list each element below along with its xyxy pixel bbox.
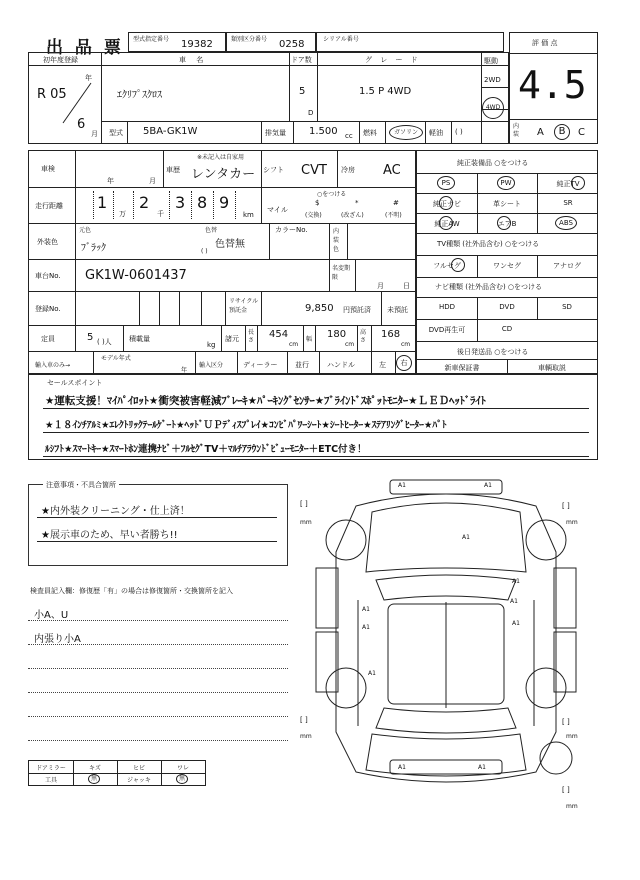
- length-label: 長さ: [248, 329, 255, 344]
- score-label: 評 価 点: [532, 39, 558, 47]
- mileage-label: 走行距離: [35, 202, 63, 210]
- dvd-playback: DVD再生可: [428, 326, 466, 334]
- height-unit: cm: [401, 341, 411, 348]
- displacement: 1.500: [309, 126, 338, 137]
- missing-header-scratch: キズ: [89, 765, 101, 772]
- damage-mark-right-door: A1: [512, 620, 520, 627]
- hash-mark: #: [393, 199, 399, 207]
- damage-mark-front-right-fender: A1: [512, 578, 520, 585]
- import-div-label: 輸入区分: [199, 362, 224, 369]
- equip-pw: PW: [497, 176, 515, 190]
- height-value: 168: [381, 329, 401, 340]
- drive-4wd: 4WD: [482, 97, 504, 119]
- missing-jack-value: 無: [176, 774, 188, 784]
- spare-wheel: [540, 742, 572, 774]
- tamper-label: (改ざん): [341, 212, 364, 219]
- grade-value: 1.5 P 4WD: [359, 86, 412, 97]
- inspector-label: 検査員記入欄：修復歴「有」の場合は修復箇所・交換箇所を記入: [30, 587, 233, 595]
- sales-line-2: ★１８ｲﾝﾁｱﾙﾐ★ｴﾚｸﾄﾘｯｸﾃｰﾙｹﾞｰﾄ★ﾍｯﾄﾞＵＰﾃﾞｨｽﾌﾟﾚｲ★ｺﾝﾋﾞﾊﾟﾜｰｼｰﾄ★ｼｰﾄﾋｰﾀｰ★ｽﾃｱﾘﾝｸﾞﾋｰﾀｰ★ﾊﾟﾄ: [45, 420, 447, 431]
- missing-header-break: ワレ: [176, 765, 189, 772]
- front-left-door: [316, 568, 338, 628]
- tv-analog: アナログ: [553, 262, 581, 270]
- steering-left: 左: [379, 361, 386, 369]
- dims-label: 諸元: [225, 335, 239, 343]
- inspector-line-1: 小A、U: [34, 610, 69, 621]
- doors-sub: D: [308, 109, 314, 117]
- mm-rear-right: mm: [566, 733, 578, 740]
- steering-label: ハンドル: [327, 361, 355, 369]
- grade-label: グ レ ー ド: [365, 56, 421, 64]
- length-unit: cm: [289, 341, 299, 348]
- drive-label: 駆動: [484, 57, 498, 65]
- cert-number-label: 型式指定番号: [133, 36, 170, 43]
- unknown-label: (不明): [385, 212, 402, 219]
- equip-sr: SR: [563, 199, 573, 207]
- equipment-title: 純正装備品 ○をつける: [457, 159, 529, 167]
- class-number: 0258: [279, 39, 305, 50]
- vehicle-name: ｴｸﾘﾌﾟｽｸﾛｽ: [117, 90, 162, 101]
- reg-year: R 05: [37, 87, 67, 102]
- equip-tv-circle: [571, 176, 585, 190]
- title-change-day: 日: [403, 282, 410, 290]
- title-change-label: 名変期限: [332, 265, 351, 281]
- import-parallel: 並行: [295, 361, 309, 369]
- first-reg-label: 初年度登録: [43, 56, 78, 64]
- equip-leather: 革シート: [493, 200, 521, 208]
- bracket-rear-left: [ ]: [300, 716, 308, 724]
- missing-parts-table: [28, 760, 206, 786]
- missing-jack: ジャッキ: [127, 777, 151, 784]
- shift-value: CVT: [301, 163, 327, 178]
- serial-number-label: シリアル番号: [323, 36, 359, 43]
- mileage-digit-5: 9: [219, 193, 230, 212]
- drive-2wd: 2WD: [484, 76, 501, 84]
- equip-airbag: エアB: [497, 220, 517, 228]
- reg-month-unit: 月: [91, 130, 98, 138]
- width-unit: cm: [345, 341, 355, 348]
- evaluation-score: 4.5: [518, 63, 587, 107]
- damage-mark-rear-bumper-left: A1: [398, 764, 406, 771]
- docs-title: 後日発送品 ○をつける: [457, 348, 529, 356]
- doors-label: ドア数: [291, 56, 312, 64]
- doors-value: 5: [299, 86, 306, 97]
- width-value: 180: [327, 329, 347, 340]
- interior-grade-a: A: [537, 127, 544, 138]
- fuel-diesel: 軽油: [429, 129, 443, 137]
- disp-label: 排気量: [265, 129, 286, 137]
- capacity-value: 5: [87, 332, 94, 343]
- nav-hdd: HDD: [438, 303, 456, 311]
- class-number-box: [226, 32, 316, 52]
- damage-mark-left-door: A1: [362, 624, 370, 631]
- hood-outline: [366, 503, 526, 572]
- chassis-label: 車台No.: [35, 272, 61, 280]
- serial-number-box: [316, 32, 504, 52]
- mm-front-left: mm: [300, 519, 312, 526]
- missing-header-crack: ヒビ: [132, 765, 145, 772]
- bracket-rear-right: [ ]: [562, 718, 570, 726]
- notes-label: 注意事項・不具合箇所: [43, 480, 119, 490]
- fuel-label: 燃料: [363, 129, 377, 137]
- equip-aw-circle: [439, 216, 453, 230]
- note-line-2: ★展示車のため、早い者勝ち!!: [41, 530, 178, 541]
- mileage-unit-man: 万: [119, 210, 126, 218]
- note-line-1: ★内外装クリーニング・仕上済！: [41, 506, 190, 517]
- disp-unit: cc: [345, 132, 353, 140]
- mileage-unit-sen: 千: [157, 210, 164, 218]
- capacity-unit: ( )人: [97, 338, 112, 346]
- tv-oneseg: ワンセグ: [493, 262, 521, 270]
- model-year-label: モデル年式: [101, 355, 131, 362]
- damage-mark-front-bumper-left: A1: [398, 482, 406, 489]
- vehicle-name-label: 車 名: [179, 56, 208, 64]
- specs-block: [28, 150, 416, 374]
- front-right-door: [554, 568, 576, 628]
- mm-spare: mm: [566, 803, 578, 810]
- color-code-label: 色替: [205, 227, 218, 234]
- damage-mark-rear-left: A1: [368, 670, 376, 677]
- equip-abs: ABS: [555, 216, 577, 230]
- chassis-number: GK1W-0601437: [85, 268, 187, 283]
- bracket-front-left: [ ]: [300, 500, 308, 508]
- color-no-label: カラーNo.: [275, 226, 308, 234]
- import-label: 輸入車のみ→: [35, 362, 71, 369]
- color-change: 色替無: [215, 239, 245, 250]
- mm-front-right: mm: [566, 519, 578, 526]
- usage-value: レンタカー: [191, 167, 256, 182]
- missing-tools-value: 無: [88, 774, 100, 784]
- equip-navi: 純正ナビ: [433, 200, 461, 208]
- color-label: 外装色: [37, 238, 58, 246]
- equip-aw: 純正AW: [434, 220, 460, 228]
- nav-sd: SD: [562, 303, 572, 311]
- load-unit: kg: [207, 341, 216, 349]
- star-mark: *: [355, 199, 359, 207]
- tv-fullseg: フルセグ: [433, 262, 461, 270]
- equipment-block: [416, 150, 598, 374]
- inspector-line-2: 内張り小A: [34, 634, 81, 645]
- missing-tools: 工具: [44, 777, 57, 784]
- windshield-outline: [376, 575, 516, 600]
- mileage-digit-3: 3: [175, 193, 186, 212]
- fuel-other: ( ): [455, 128, 463, 136]
- nav-cd: CD: [501, 325, 513, 333]
- fuel-gasoline: ガソリン: [389, 125, 423, 140]
- shift-label: シフト: [263, 166, 284, 174]
- rear-window-outline: [376, 708, 516, 733]
- exchange-label: (交換): [305, 212, 322, 219]
- import-dealer: ディーラー: [243, 361, 278, 369]
- equip-tv: 純正TV: [556, 180, 580, 188]
- recycle-amount: 9,850: [305, 303, 334, 314]
- steering-right: 右: [396, 355, 412, 371]
- reg-no-label: 登録No.: [35, 305, 61, 313]
- bracket-spare: [ ]: [562, 786, 570, 794]
- title-change-month: 月: [377, 282, 384, 290]
- ac-value: AC: [383, 163, 401, 178]
- bracket-front-right: [ ]: [562, 502, 570, 510]
- vehicle-block: [28, 52, 509, 144]
- cert-number: 19382: [181, 39, 213, 50]
- length-value: 454: [269, 329, 289, 340]
- mark-note: ○をつける: [317, 191, 347, 198]
- model-label: 型式: [109, 129, 123, 137]
- reg-year-unit: 年: [85, 74, 92, 82]
- cert-number-box: [128, 32, 226, 52]
- front-left-wheel: [326, 520, 366, 560]
- rear-right-wheel: [526, 668, 566, 708]
- equip-navi-circle: [439, 196, 453, 210]
- reg-month: 6: [77, 117, 86, 132]
- width-label: 幅: [306, 336, 313, 343]
- nav-type-title: ナビ種類 (社外品含む) ○をつける: [435, 283, 543, 291]
- equip-ps: PS: [437, 176, 455, 190]
- usage-note: ※未記入は自家用: [197, 154, 245, 161]
- model-year-unit: 年: [181, 367, 188, 374]
- mileage-digit-2: 2: [139, 193, 150, 212]
- damage-mark-left-pillar: A1: [362, 606, 370, 613]
- missing-header-mirror: ドアミラー: [36, 765, 66, 772]
- nav-dvd: DVD: [499, 303, 515, 311]
- interior-color-label: 内装色: [333, 228, 340, 253]
- sales-line-3: ﾙｼﾌﾄ★ｽﾏｰﾄｷｰ★ｽﾏｰﾄﾎﾝ連携ﾅﾋﾞ＋ﾌﾙｾｸﾞTV＋ﾏﾙﾁｱﾗｳﾝﾄﾞﾋﾞｭｰﾓﾆﾀｰ＋ETC付き！: [45, 444, 367, 455]
- damage-mark-front-bumper-right: A1: [484, 482, 492, 489]
- tv-type-title: TV種類 (社外品含む) ○をつける: [437, 240, 540, 248]
- color-value: ﾌﾞﾗｯｸ: [81, 243, 106, 254]
- inspection-label: 車検: [41, 165, 55, 173]
- usage-label: 車歴: [166, 166, 180, 174]
- mileage-digit-1: 1: [97, 193, 108, 212]
- mm-rear-left: mm: [300, 733, 312, 740]
- interior-label: 内装: [513, 123, 520, 138]
- score-box: [509, 32, 598, 144]
- sales-points-box: [28, 374, 598, 460]
- front-right-wheel: [526, 520, 566, 560]
- model-code: 5BA-GK1W: [143, 126, 198, 137]
- color-orig-label: 元色: [79, 227, 92, 234]
- damage-mark-hood: A1: [462, 534, 470, 541]
- ac-label: 冷房: [341, 166, 355, 174]
- damage-mark-front-right-door: A1: [510, 598, 518, 605]
- car-diagram: [296, 472, 596, 812]
- notes-box: [28, 481, 288, 566]
- rear-left-wheel: [326, 668, 366, 708]
- docs-manual: 車輌取説: [538, 364, 566, 372]
- color-paren: ( ): [201, 248, 208, 255]
- sales-points-label: セールスポイント: [47, 379, 103, 387]
- interior-grade-b: B: [554, 124, 570, 140]
- sheet-title: 出 品 票: [46, 38, 124, 58]
- inspection-month: 月: [149, 177, 156, 185]
- equip-airbag-circle: [497, 216, 511, 230]
- recycle-unpaid: 未預託: [387, 306, 408, 314]
- dollar-mark: $: [315, 199, 320, 207]
- damage-mark-rear-bumper-right: A1: [478, 764, 486, 771]
- interior-grade-c: C: [578, 127, 585, 138]
- sales-line-1: ★運転支援！ﾏｲﾊﾟｲﾛｯﾄ★衝突被害軽減ﾌﾞﾚｰｷ★ﾊﾟｰｷﾝｸﾞｾﾝｻｰ★ﾌﾞﾗｲﾝﾄﾞｽﾎﾟｯﾄﾓﾆﾀｰ★ＬＥＤﾍｯﾄﾞﾗｲﾄ: [45, 395, 486, 407]
- load-label: 積載量: [129, 335, 150, 343]
- height-label: 高さ: [360, 329, 367, 344]
- class-number-label: 類別区分番号: [231, 36, 268, 43]
- km-unit: km: [243, 211, 254, 219]
- mileage-digit-4: 8: [197, 193, 208, 212]
- recycle-unit: 円預託済: [343, 306, 371, 314]
- inspection-year: 年: [107, 177, 114, 185]
- capacity-label: 定員: [41, 335, 55, 343]
- recycle-label: リサイクル預託金: [229, 298, 259, 314]
- tv-fullseg-circle: [451, 258, 465, 272]
- docs-warranty: 新車保証書: [444, 364, 480, 372]
- mile-label: マイル: [267, 206, 288, 214]
